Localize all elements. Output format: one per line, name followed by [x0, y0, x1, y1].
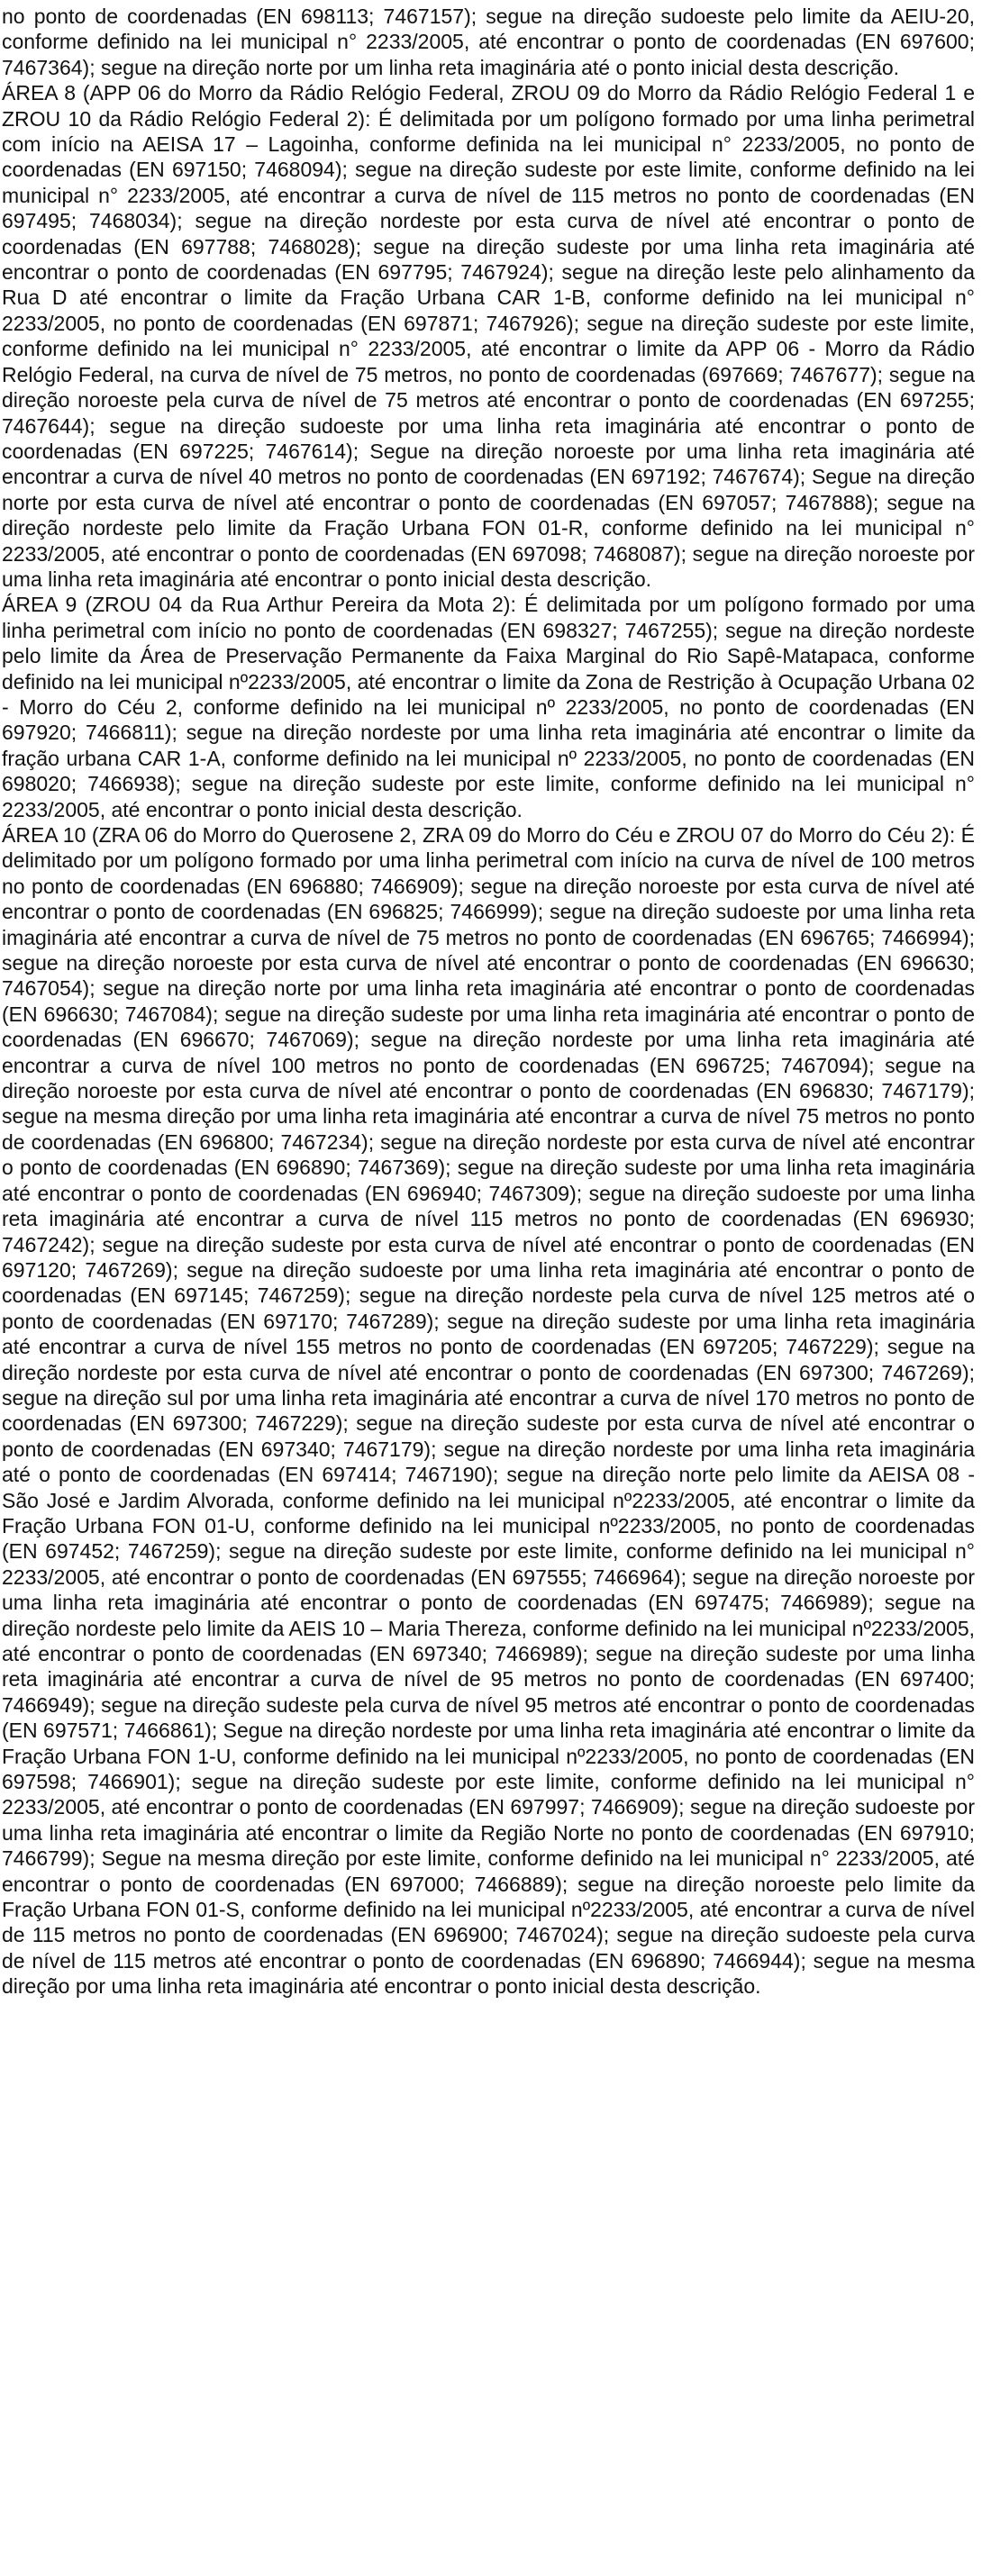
- paragraph-area-9: ÁREA 9 (ZROU 04 da Rua Arthur Pereira da Mota 2): É delimitada por um polígono formado por uma linha perimetral com início no ponto de coordenadas (EN 698327; 7467255); segue na direção nordeste pelo limite da Área de Preservação Permanente da Faixa Marginal do Rio Sapê-Matapaca, conforme definido na lei municipal nº2233/2005, até encontrar o limite da Zona de Restrição à Ocupação Urbana 02 - Morro do Céu 2, conforme definido na lei municipal nº 2233/2005, no ponto de coordenadas (EN 697920; 7466811); segue na direção nordeste por uma linha reta imaginária até encontrar o limite da fração urbana CAR 1-A, conforme definido na lei municipal nº 2233/2005, no ponto de coordenadas (EN 698020; 7466938); segue na direção sudeste por este limite, conforme definido na lei municipal n° 2233/2005, até encontrar o ponto inicial desta descrição.: [2, 593, 975, 821]
- paragraph-area-8: ÁREA 8 (APP 06 do Morro da Rádio Relógio Federal, ZROU 09 do Morro da Rádio Relógio Federal 1 e ZROU 10 da Rádio Relógio Federal 2): É delimitada por um polígono formado por uma linha perimetral com início na AEISA 17 – Lagoinha, conforme definida na lei municipal n° 2233/2005, no ponto de coordenadas (EN 697150; 7468094); segue na direção sudeste por este limite, conforme definido na lei municipal n° 2233/2005, até encontrar a curva de nível de 115 metros no ponto de coordenadas (EN 697495; 7468034); segue na direção nordeste por esta curva de nível até encontrar o ponto de coordenadas (EN 697788; 7468028); segue na direção sudeste por uma linha reta imaginária até encontrar o ponto de coordenadas (EN 697795; 7467924); segue na direção leste pelo alinhamento da Rua D até encontrar o limite da Fração Urbana CAR 1-B, conforme definido na lei municipal n° 2233/2005, no ponto de coordenadas (EN 697871; 7467926); segue na direção sudeste por este limite, conforme definido na lei municipal n° 2233/2005, até encontrar o limite da APP 06 - Morro da Rádio Relógio Federal, na curva de nível de 75 metros, no ponto de coordenadas (697669; 7467677); segue na direção noroeste pela curva de nível de 75 metros até encontrar o ponto de coordenadas (EN 697255; 7467644); segue na direção sudoeste por uma linha reta imaginária até encontrar o ponto de coordenadas (EN 697225; 7467614); Segue na direção noroeste por uma linha reta imaginária até encontrar a curva de nível 40 metros no ponto de coordenadas (EN 697192; 7467674); Segue na direção norte por esta curva de nível até encontrar o ponto de coordenadas (EN 697057; 7467888); segue na direção nordeste pelo limite da Fração Urbana FON 01-R, conforme definido na lei municipal n° 2233/2005, até encontrar o ponto de coordenadas (EN 697098; 7468087); segue na direção noroeste por uma linha reta imaginária até encontrar o ponto inicial desta descrição.: [2, 81, 975, 591]
- paragraph-area-7-continuation: no ponto de coordenadas (EN 698113; 7467157); segue na direção sudoeste pelo limite da AEIU-20, conforme definido na lei municipal n° 2233/2005, até encontrar o ponto de coordenadas (EN 697600; 7467364); segue na direção norte por um linha reta imaginária até o ponto inicial desta descrição.: [2, 5, 975, 79]
- paragraph-area-10: ÁREA 10 (ZRA 06 do Morro do Querosene 2, ZRA 09 do Morro do Céu e ZROU 07 do Morro do Céu 2): É delimitado por um polígono formado por uma linha perimetral com início na curva de nível de 100 metros no ponto de coordenadas (EN 696880; 7466909); segue na direção noroeste por esta curva de nível até encontrar o ponto de coordenadas (EN 696825; 7466999); segue na direção sudoeste por uma linha reta imaginária até encontrar a curva de nível de 75 metros no ponto de coordenadas (EN 696765; 7466994); segue na direção noroeste por esta curva de nível até encontrar o ponto de coordenadas (EN 696630; 7467054); segue na direção norte por uma linha reta imaginária até encontrar o ponto de coordenadas (EN 696630; 7467084); segue na direção sudeste por uma linha reta imaginária até encontrar o ponto de coordenadas (EN 696670; 7467069); segue na direção nordeste por uma linha reta imaginária até encontrar a curva de nível 100 metros no ponto de coordenadas (EN 696725; 7467094); segue na direção noroeste por esta curva de nível até encontrar o ponto de coordenadas (EN 696830; 7467179); segue na mesma direção por uma linha reta imaginária até encontrar a curva de nível 75 metros no ponto de coordenadas (EN 696800; 7467234); segue na direção nordeste por esta curva de nível até encontrar o ponto de coordenadas (EN 696890; 7467369); segue na direção sudeste por uma linha reta imaginária até encontrar o ponto de coordenadas (EN 696940; 7467309); segue na direção sudoeste por uma linha reta imaginária até encontrar a curva de nível 115 metros no ponto de coordenadas (EN 696930; 7467242); segue na direção sudeste por esta curva de nível até encontrar o ponto de coordenadas (EN 697120; 7467269); segue na direção sudoeste por uma linha reta imaginária até encontrar o ponto de coordenadas (EN 697145; 7467259); segue na direção nordeste pela curva de nível 125 metros até o ponto de coordenadas (EN 697170; 7467289); segue na direção sudeste por uma linha reta imaginária até encontrar a curva de nível 155 metros no ponto de coordenadas (EN 697205; 7467229); segue na direção nordeste por esta curva de nível até encontrar o ponto de coordenadas (EN 697300; 7467269); segue na direção sul por uma linha reta imaginária até encontrar a curva de nível 170 metros no ponto de coordenadas (EN 697300; 7467229); segue na direção sudeste por esta curva de nível até encontrar o ponto de coordenadas (EN 697340; 7467179); segue na direção nordeste por uma linha reta imaginária até o ponto de coordenadas (EN 697414; 7467190); segue na direção norte pelo limite da AEISA 08 - São José e Jardim Alvorada, conforme definido na lei municipal nº2233/2005, até encontrar o limite da Fração Urbana FON 01-U, conforme definido na lei municipal nº2233/2005, no ponto de coordenadas (EN 697452; 7467259); segue na direção sudeste por este limite, conforme definido na lei municipal n° 2233/2005, até encontrar o ponto de coordenadas (EN 697555; 7466964); segue na direção noroeste por uma linha reta imaginária até encontrar o ponto de coordenadas (EN 697475; 7466989); segue na direção nordeste pelo limite da AEIS 10 – Maria Thereza, conforme definido na lei municipal nº2233/2005, até encontrar o ponto de coordenadas (EN 697340; 7466989); segue na direção sudeste por uma linha reta imaginária até encontrar a curva de nível de 95 metros no ponto de coordenadas (EN 697400; 7466949); segue na direção sudeste pela curva de nível 95 metros até encontrar o ponto de coordenadas (EN 697571; 7466861); Segue na direção nordeste por uma linha reta imaginária até encontrar o limite da Fração Urbana FON 1-U, conforme definido na lei municipal nº2233/2005, no ponto de coordenadas (EN 697598; 7466901); segue na direção sudeste por este limite, conforme definido na lei municipal n° 2233/2005, até encontrar o ponto de coordenadas (EN 697997; 7466909); segue na direção sudoeste por uma linha reta imaginária até encontrar o limite da Região Norte no ponto de coordenadas (EN 697910; 7466799); Segue na mesma direção por este limite, conforme definido na lei municipal n° 2233/2005, até encontrar o ponto de coordenadas (EN 697000; 7466889); segue na direção noroeste pelo limite da Fração Urbana FON 01-S, conforme definido na lei municipal nº2233/2005, até encontrar a curva de nível de 115 metros no ponto de coordenadas (EN 696900; 7467024); segue na direção sudoeste pela curva de nível de 115 metros até encontrar o ponto de coordenadas (EN 696890; 7466944); segue na mesma direção por uma linha reta imaginária até encontrar o ponto inicial desta descrição.: [2, 823, 975, 1999]
